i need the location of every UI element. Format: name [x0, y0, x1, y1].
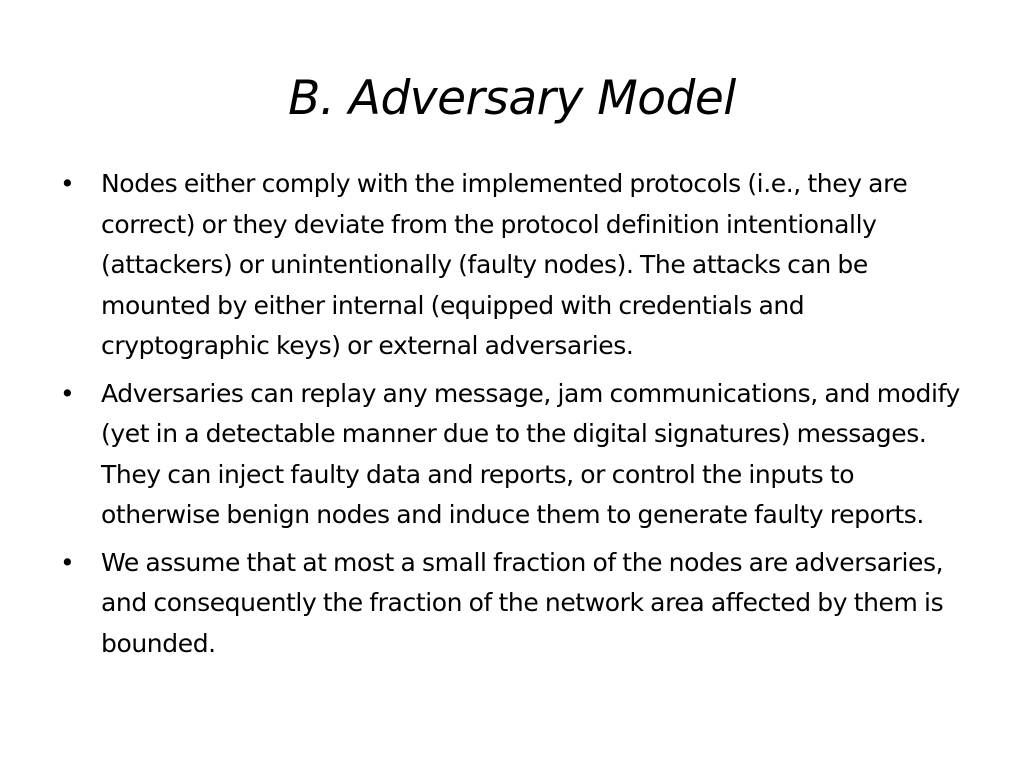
bullet-text: Adversaries can replay any message, jam communications, and modify (yet in a detectable manner due to the digital signatures) messages. They can inject faulty data and reports, or control the inputs to otherwise benign nodes and induce them to generate faulty reports. [101, 378, 960, 529]
bullet-text: Nodes either comply with the implemented protocols (i.e., they are correct) or they deviate from the protocol definition intentionally (attackers) or unintentionally (faulty nodes). The attacks can be mounted by either internal (equipped with credentials and cryptographic keys) or external adversaries. [101, 169, 908, 360]
bullet-dot-icon: • [60, 169, 75, 198]
slide-title: B. Adversary Model [288, 71, 736, 126]
bullet-item [60, 374, 960, 536]
bullet-dot-icon: • [60, 378, 75, 408]
bullet-item [60, 543, 960, 665]
bullet-list [60, 164, 960, 671]
bullet-item [60, 164, 960, 367]
bullet-text: We assume that at most a small fraction of the nodes are adversaries, and consequently the fraction of the network area affected by them is bounded. [101, 547, 944, 658]
bullet-dot-icon: • [60, 547, 75, 577]
